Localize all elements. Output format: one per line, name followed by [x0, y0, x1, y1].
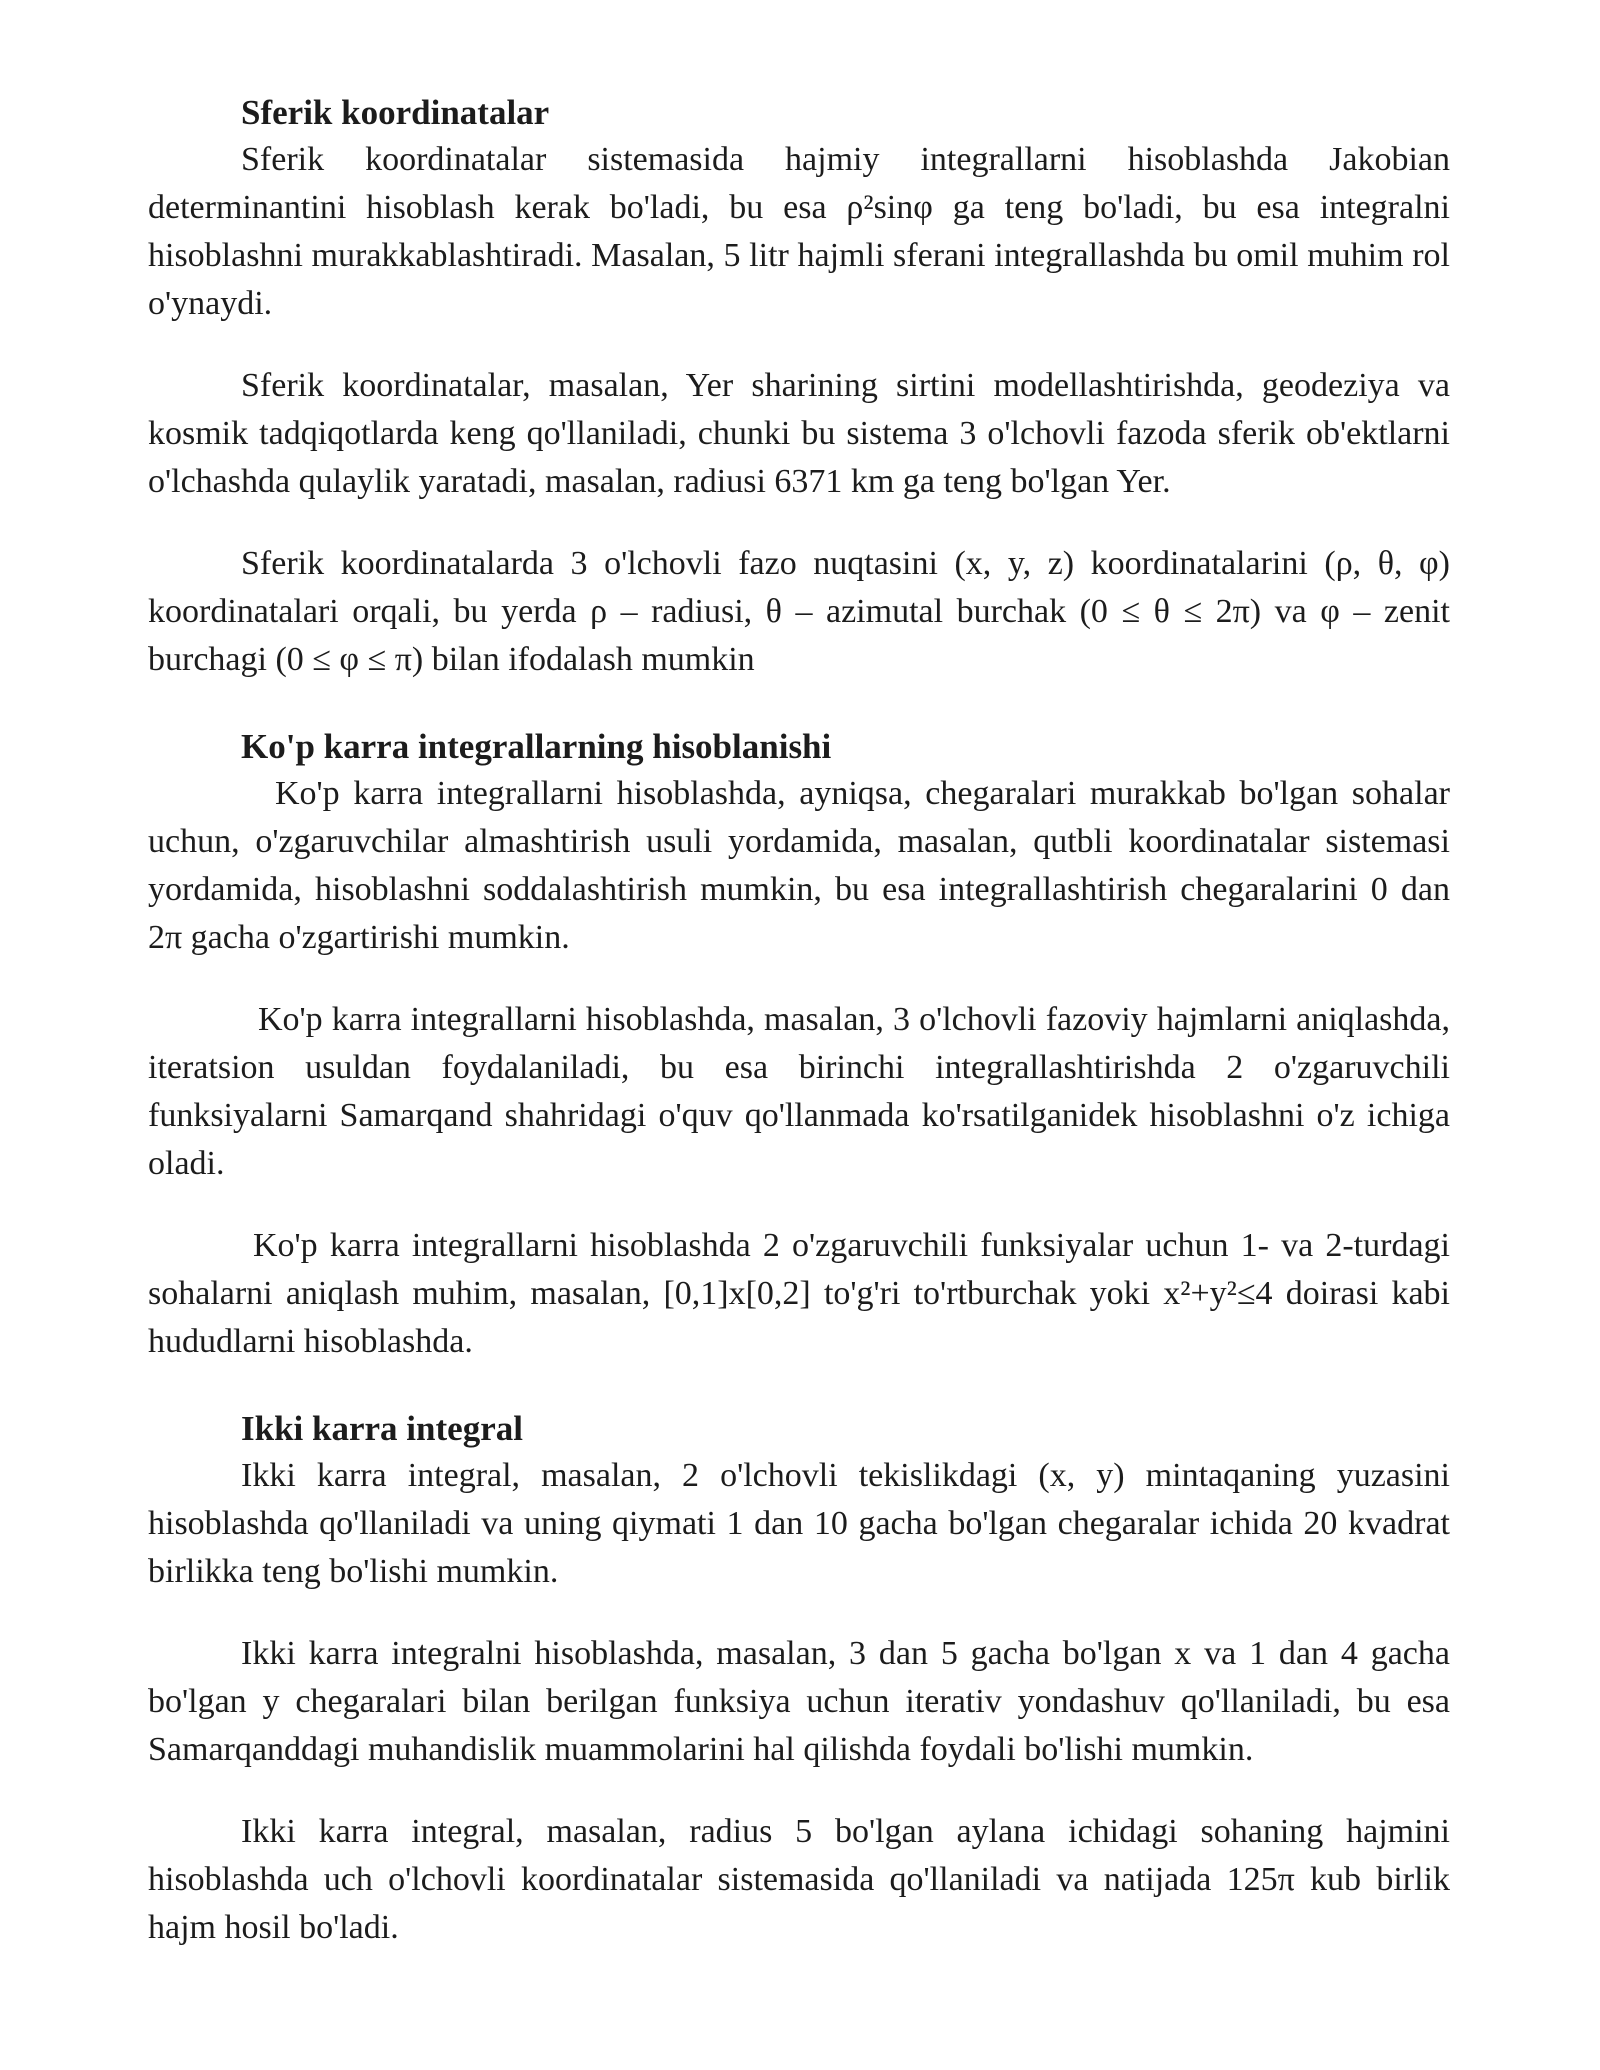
paragraph: Sferik koordinatalar, masalan, Yer sharining sirtini modellashtirishda, geodeziya va kosmik tadqiqotlarda keng qo'llaniladi, chunki bu sistema 3 o'lchovli fazoda sferik ob'ektlarni o'lchashda qulaylik yaratadi, masalan, radiusi 6371 km ga teng bo'lgan Yer. — [148, 367, 1450, 500]
paragraph: Ikki karra integral, masalan, 2 o'lchovli tekislikdagi (x, y) mintaqaning yuzasini hisoblashda qo'llaniladi va uning qiymati 1 dan 10 gacha bo'lgan chegaralar ichida 20 kvadrat birlikka teng bo'lishi mumkin. — [148, 1457, 1450, 1590]
paragraph: Sferik koordinatalar sistemasida hajmiy integrallarni hisoblashda Jakobian determinantini hisoblash kerak bo'ladi, bu esa ρ²sinφ ga teng bo'ladi, bu esa integralni hisoblashni murakkablashtiradi. Masalan, 5 litr hajmli sferani integrallashda bu omil muhim rol o'ynaydi. — [148, 141, 1450, 322]
paragraph: Ko'p karra integrallarni hisoblashda 2 o'zgaruvchili funksiyalar uchun 1- va 2-turdagi sohalarni aniqlash muhim, masalan, [0,1]x[0,2] to'g'ri to'rtburchak yoki x²+y²≤4 doirasi kabi hududlarni hisoblashda. — [148, 1227, 1450, 1360]
paragraph: Ikki karra integralni hisoblashda, masalan, 3 dan 5 gacha bo'lgan x va 1 dan 4 gacha bo'lgan y chegaralari bilan berilgan funksiya uchun iterativ yondashuv qo'llaniladi, bu esa Samarqanddagi muhandislik muammolarini hal qilishda foydali bo'lishi mumkin. — [148, 1635, 1450, 1768]
section-multiple-integrals — [148, 724, 1450, 1366]
section-heading: Ko'p karra integrallarning hisoblanishi — [241, 727, 832, 766]
paragraph: Sferik koordinatalarda 3 o'lchovli fazo nuqtasini (x, y, z) koordinatalarini (ρ, θ, φ) koordinatalari orqali, bu yerda ρ – radiusi, θ – azimutal burchak (0 ≤ θ ≤ 2π) va φ – zenit burchagi (0 ≤ φ ≤ π) bilan ifodalash mumkin — [148, 545, 1450, 678]
section-double-integral — [148, 1406, 1450, 1952]
section-heading: Ikki karra integral — [241, 1409, 523, 1448]
section-heading: Sferik koordinatalar — [241, 93, 550, 132]
document-page — [148, 90, 1450, 1952]
paragraph: Ko'p karra integrallarni hisoblashda, ayniqsa, chegaralari murakkab bo'lgan sohalar uchun, o'zgaruvchilar almashtirish usuli yordamida, masalan, qutbli koordinatalar sistemasi yordamida, hisoblashni soddalashtirish mumkin, bu esa integrallashtirish chegaralarini 0 dan 2π gacha o'zgartirishi mumkin. — [148, 775, 1450, 956]
paragraph: Ikki karra integral, masalan, radius 5 bo'lgan aylana ichidagi sohaning hajmini hisoblashda uch o'lchovli koordinatalar sistemasida qo'llaniladi va natijada 125π kub birlik hajm hosil bo'ladi. — [148, 1813, 1450, 1946]
section-spherical — [148, 90, 1450, 684]
paragraph: Ko'p karra integrallarni hisoblashda, masalan, 3 o'lchovli fazoviy hajmlarni aniqlashda, iteratsion usuldan foydalaniladi, bu esa birinchi integrallashtirishda 2 o'zgaruvchili funksiyalarni Samarqand shahridagi o'quv qo'llanmada ko'rsatilganidek hisoblashni o'z ichiga oladi. — [148, 1001, 1450, 1182]
